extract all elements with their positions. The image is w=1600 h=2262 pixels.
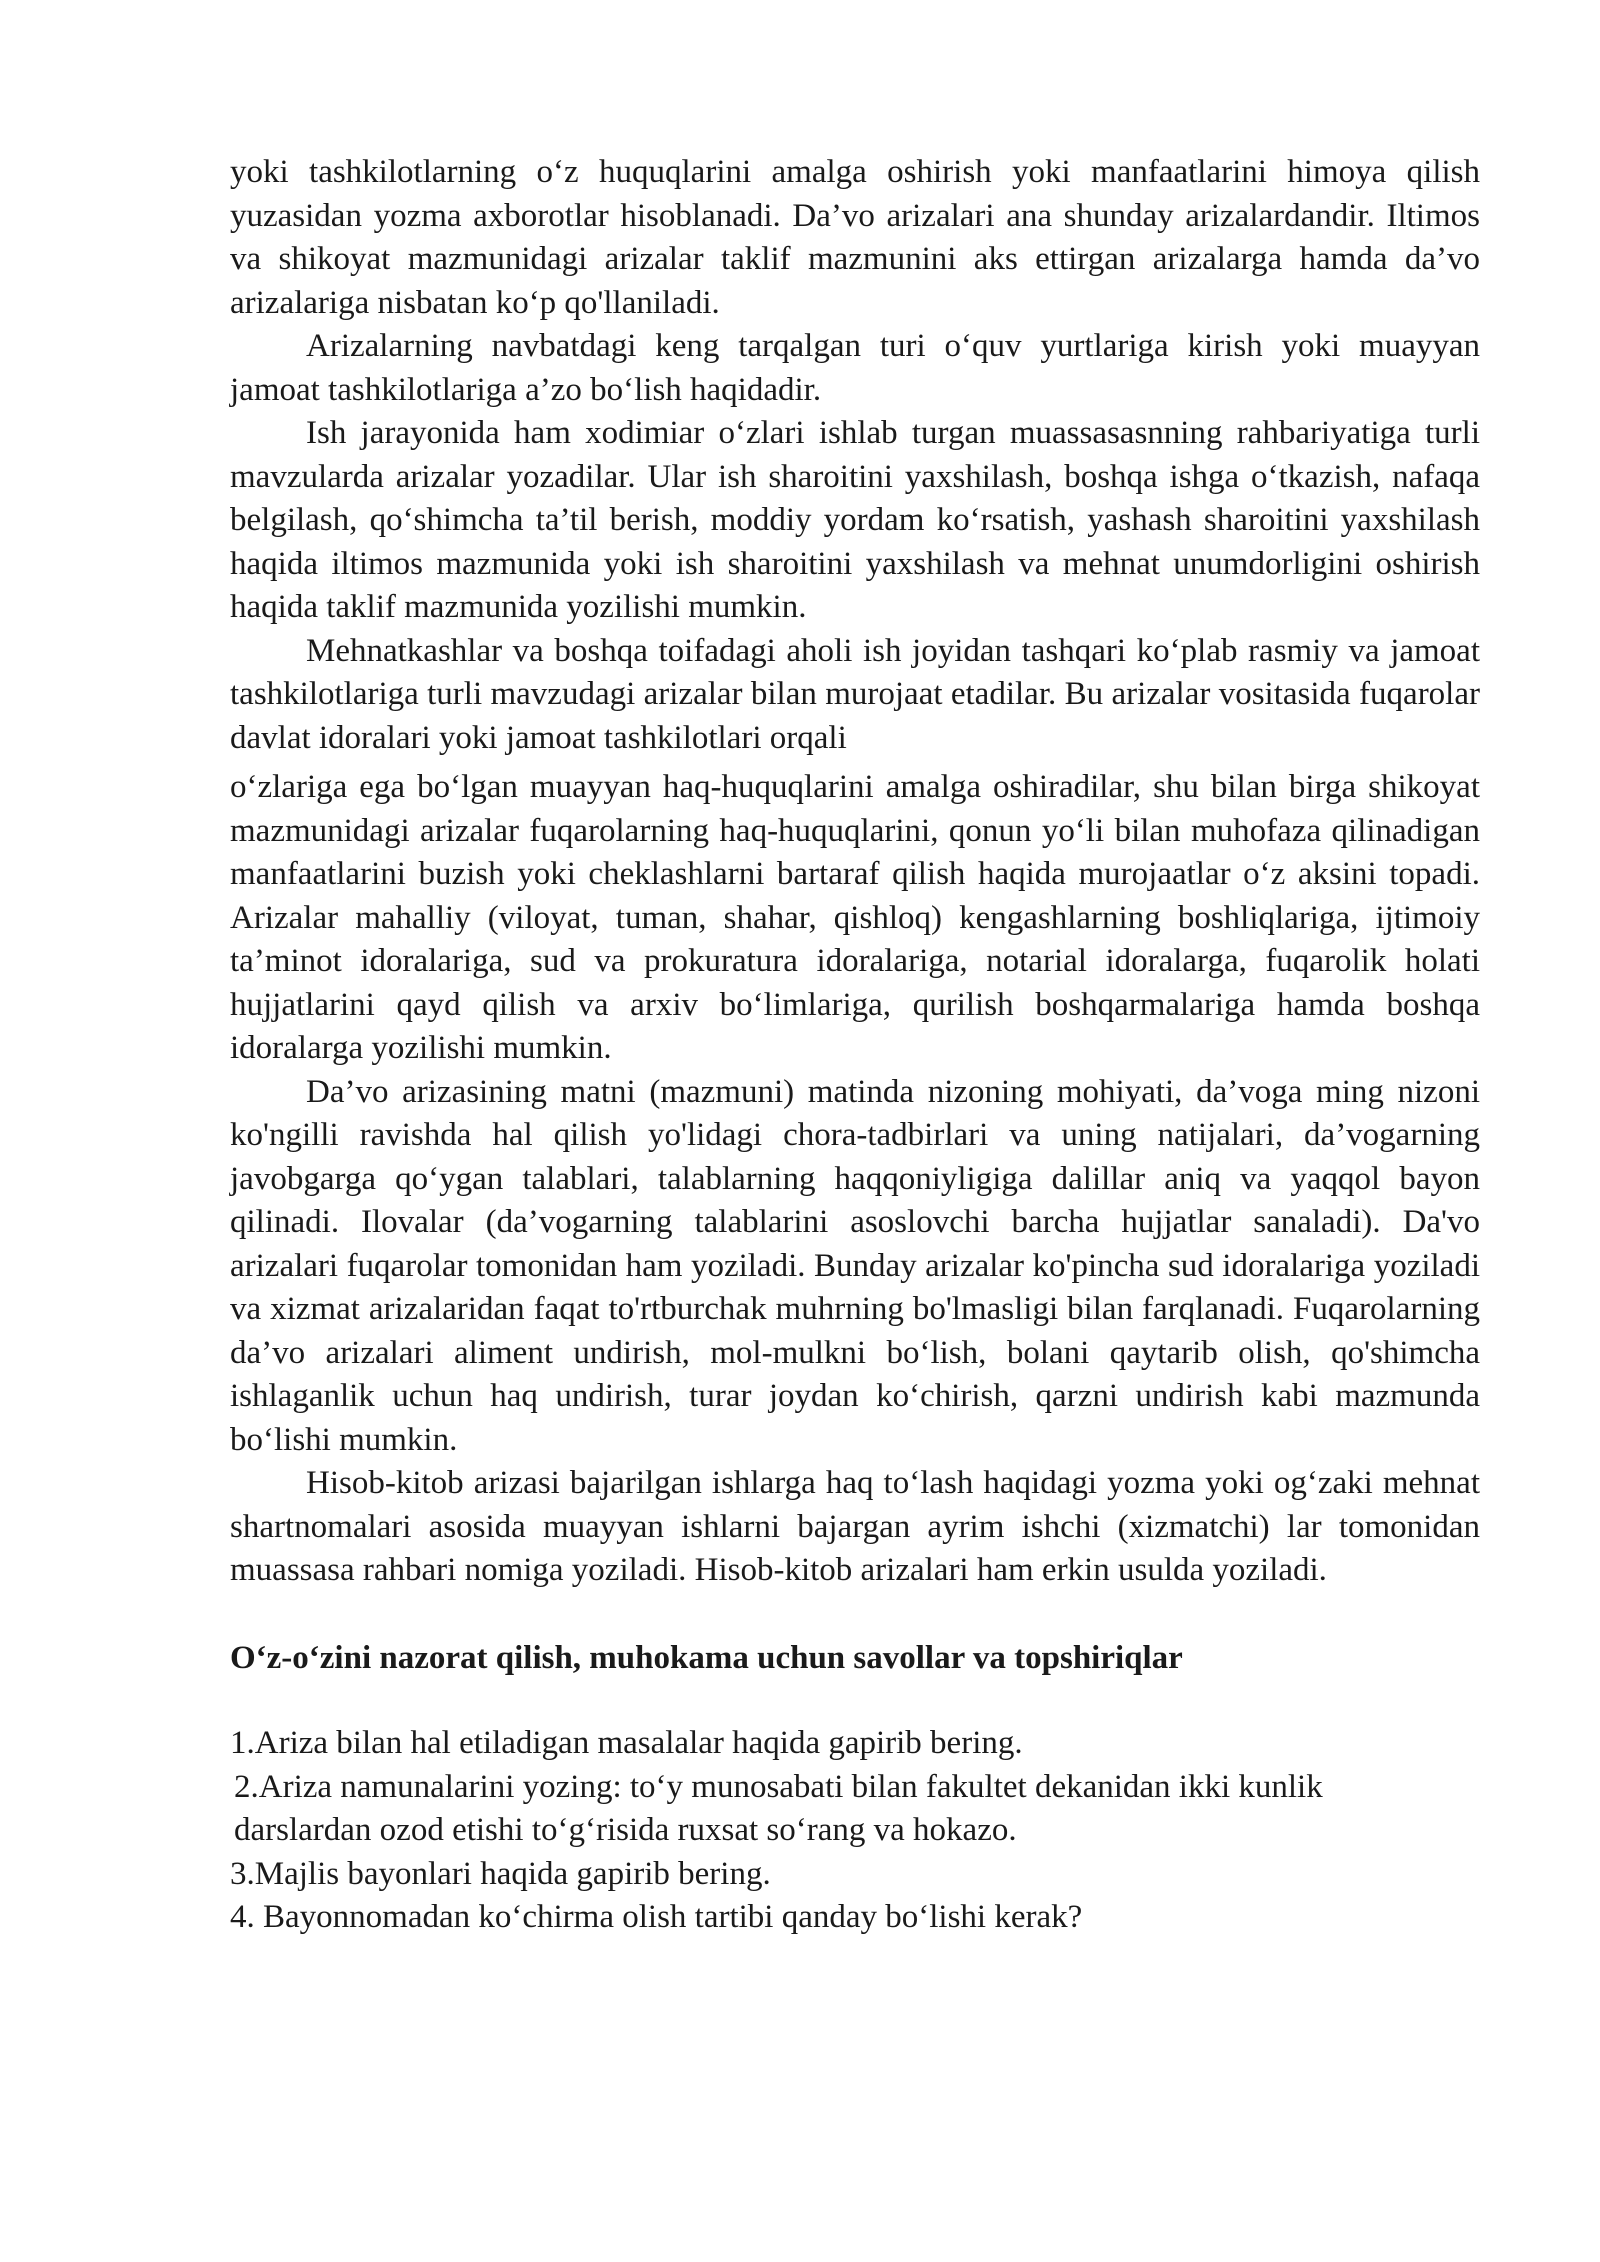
paragraph-rights-continuation: o‘zlariga ega bo‘lgan muayyan haq-huquqlarini amalga oshiradilar, shu bilan birga shikoyat mazmunidagi arizalar fuqarolarning haq-huquqlarini, qonun yo‘li bilan muhofaza qilinadigan manfaatlarini buzish yoki cheklashlarni bartaraf qilish haqida murojaatlar o‘z aksini topadi. Arizalar mahalliy (viloyat, tuman, shahar, qishloq) kengashlarning boshliqlariga, ijtimoiy ta’minot idoralariga, sud va prokuratura idoralariga, notarial idoralarga, fuqarolik holati hujjatlarini qayd qilish va arxiv bo‘limlariga, qurilish boshqarmalariga hamda boshqa idoralarga yozilishi mumkin. [230, 769, 1480, 1066]
question-item: 4. Bayonnomadan ko‘chirma olish tartibi qanday bo‘lishi kerak? [230, 1899, 1083, 1935]
paragraph-settlement-applications: Hisob-kitob arizasi bajarilgan ishlarga haq to‘lash haqidagi yozma yoki og‘zaki mehnat shartnomalari asosida muayyan ishlarni bajargan ayrim ishchi (xizmatchi) lar tomonidan muassasa rahbari nomiga yoziladi. Hisob-kitob arizalari ham erkin usulda yoziladi. [230, 1465, 1480, 1588]
paragraph-claim-text: Da’vo arizasining matni (mazmuni) matinda nizoning mohiyati, da’voga ming nizoni ko'ngilli ravishda hal qilish yo'lidagi chora-tadbirlari va uning natijalari, da’vogarning javobgarga qo‘ygan talablari, talablarning haqqoniyligiga dalillar aniq va yaqqol bayon qilinadi. Ilovalar (da’vogarning talablarini asoslovchi barcha hujjatlar sanaladi). Da'vo arizalari fuqarolar tomonidan ham yoziladi. Bunday arizalar ko'pincha sud idoralariga yoziladi va xizmat arizalaridan faqat to'rtburchak muhrning bo'lmasligi bilan farqlanadi. Fuqarolarning da’vo arizalari aliment undirish, mol-mulkni bo‘lish, bolani qaytarib olish, qo'shimcha ishlaganlik uchun haq undirish, turar joydan ko‘chirish, qarzni undirish kabi mazmunda bo‘lishi mumkin. [230, 1073, 1480, 1458]
paragraph-admission-applications: Arizalarning navbatdagi keng tarqalgan turi o‘quv yurtlariga kirish yoki muayyan jamoat tashkilotlariga a’zo bo‘lish haqidadir. [230, 328, 1480, 408]
paragraph-continuation: yoki tashkilotlarning o‘z huquqlarini amalga oshirish yoki manfaatlarini himoya qilish yuzasidan yozma axborotlar hisoblanadi. Da’vo arizalari ana shunday arizalardandir. Iltimos va shikoyat mazmunidagi arizalar taklif mazmunini aks ettirgan arizalarga hamda da’vo arizalariga nisbatan ko‘p qo'llaniladi. [230, 154, 1480, 321]
paragraph-workplace-applications: Ish jarayonida ham xodimiar o‘zlari ishlab turgan muassasasnning rahbariyatiga turli mavzularda arizalar yozadilar. Ular ish sharoitini yaxshilash, boshqa ishga o‘tkazish, nafaqa belgilash, qo‘shimcha ta’til berish, moddiy yordam ko‘rsatish, yashash sharoitini yaxshilash haqida iltimos mazmunida yoki ish sharoitini yaxshilash va mehnat unumdorligini oshirish haqida taklif mazmunida yozilishi mumkin. [230, 415, 1480, 625]
document-page [230, 151, 1480, 1940]
section-heading: O‘z-o‘zini nazorat qilish, muhokama uchun savollar va topshiriqlar [230, 1639, 1183, 1676]
question-item: 1.Ariza bilan hal etiladigan masalalar haqida gapirib bering. [230, 1725, 1023, 1761]
paragraph-citizen-applications: Mehnatkashlar va boshqa toifadagi aholi ish joyidan tashqari ko‘plab rasmiy va jamoat tashkilotlariga turli mavzudagi arizalar bilan murojaat etadilar. Bu arizalar vositasida fuqarolar davlat idoralari yoki jamoat tashkilotlari orqali [230, 632, 1480, 756]
question-item: 2.Ariza namunalarini yozing: to‘y munosabati bilan fakultet dekanidan ikki kunlik darslardan ozod etishi to‘g‘risida ruxsat so‘rang va hokazo. [234, 1768, 1323, 1848]
questions-list [230, 1722, 1420, 1940]
question-item: 3.Majlis bayonlari haqida gapirib bering. [230, 1855, 771, 1892]
